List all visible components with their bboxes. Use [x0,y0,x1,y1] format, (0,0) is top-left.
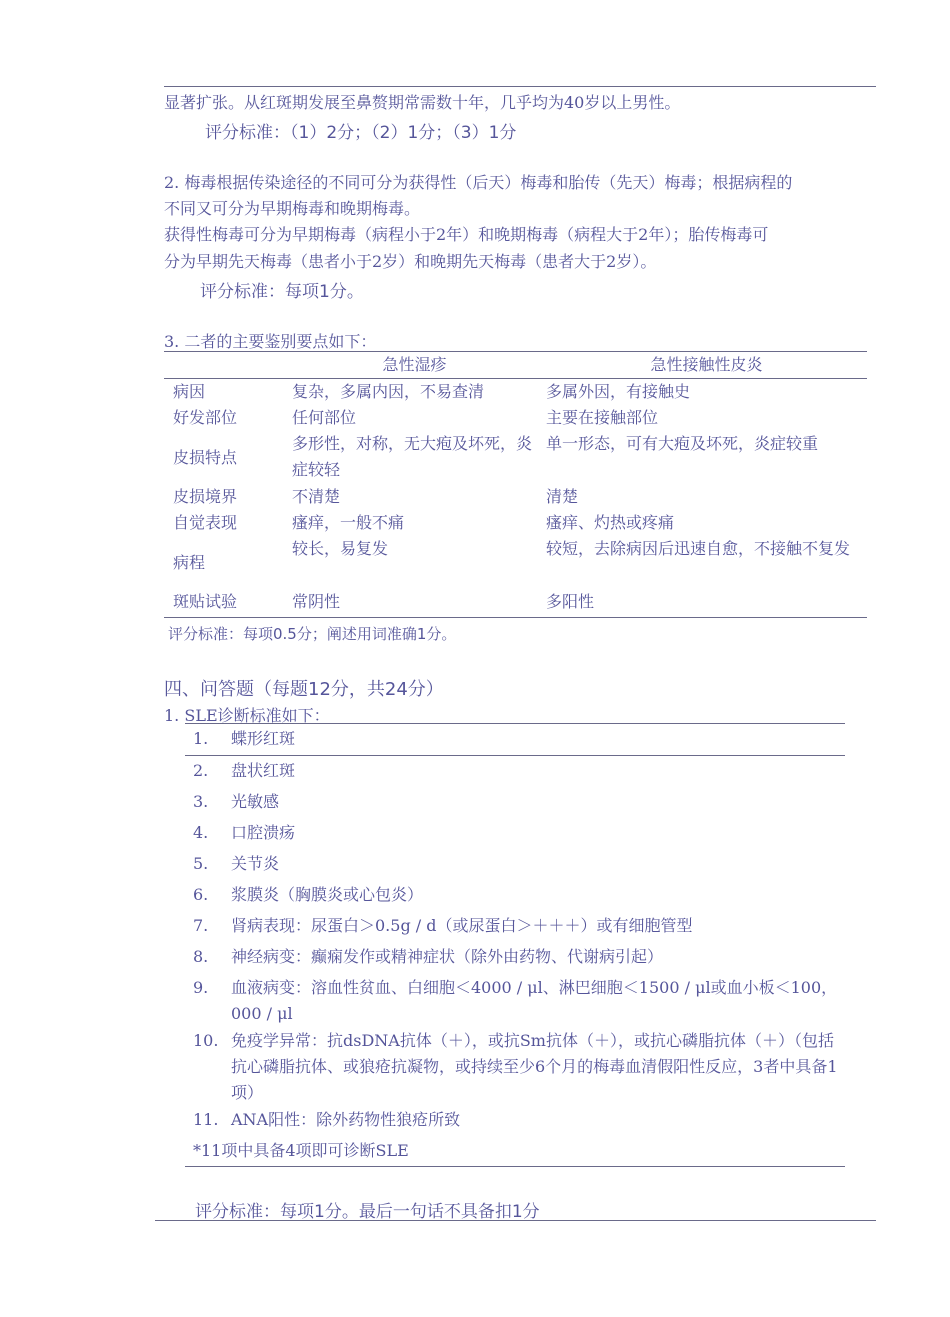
q2-line-4: 分为早期先天梅毒（患者小于2岁）和晚期先天梅毒（患者大于2岁）。 [164,252,657,271]
q3-intro: 3. 二者的主要鉴别要点如下： [164,332,377,351]
table-header-dermatitis: 急性接触性皮炎 [650,354,763,374]
table-bottom-rule [164,617,867,618]
section4-heading: 四、问答题（每题12分，共24分） [164,679,444,700]
intro-line: 显著扩张。从红斑期发展至鼻赘期常需数十年，几乎均为40岁以上男性。 [164,93,681,112]
dermatitis-cell: 清楚 [546,487,579,506]
top-rule [164,86,876,87]
item-text: 蝶形红斑 [231,729,296,748]
row-label: 皮损境界 [173,487,238,506]
list-item [185,789,845,815]
item-number: 6. [193,885,209,904]
dermatitis-cell: 瘙痒、灼热或疼痛 [546,513,675,532]
dermatitis-cell: 多属外因，有接触史 [546,381,691,401]
item-text: 血液病变：溶血性贫血、白细胞＜4000 / μl、淋巴细胞＜1500 / μl或血小板＜100，000 / μl [231,978,838,1023]
dermatitis-cell: 多阳性 [546,592,595,611]
item-number: 2. [193,761,209,780]
row-label: 斑贴试验 [173,592,238,611]
item-number: 9. [193,978,209,997]
score-sle: 评分标准：每项1分。最后一句话不具备扣1分 [195,1202,540,1222]
list-item [185,820,845,846]
item-text: 免疫学异常：抗dsDNA抗体（＋），或抗Sm抗体（＋），或抗心磷脂抗体（＋）（包括抗心磷脂抗体、或狼疮抗凝物，或持续至少6个月的梅毒血清假阳性反应，3者中具备1项） [231,1031,838,1102]
item-number: 4. [193,823,209,842]
table-row [164,431,867,484]
item-text: 口腔溃疡 [231,823,296,842]
row-label: 自觉表现 [173,513,238,532]
list-item [185,975,845,1027]
item-text: ANA阳性：除外药物性狼疮所致 [231,1110,461,1129]
footnote-text: *11项中具备4项即可诊断SLE [193,1141,409,1160]
eczema-cell: 复杂，多属内因，不易查清 [292,381,485,401]
dermatitis-cell: 主要在接触部位 [546,408,659,427]
table-row [164,378,867,405]
item-number: 8. [193,947,209,966]
table-header-row [164,351,867,378]
table-row [164,510,867,536]
q2-line-3: 获得性梅毒可分为早期梅毒（病程小于2年）和晚期梅毒（病程大于2年）；胎传梅毒可 [164,225,769,244]
table-row [164,405,867,431]
item-number: 10. [193,1031,219,1050]
item-number: 1. [193,729,209,748]
item-text: 关节炎 [231,854,280,873]
bottom-rule [155,1220,876,1221]
item-number: 11. [193,1110,219,1129]
row-label: 皮损特点 [173,447,238,467]
eczema-cell: 不清楚 [292,487,341,506]
eczema-cell: 较长，易复发 [292,539,389,558]
score-q2: 评分标准：每项1分。 [200,282,364,302]
item-number: 7. [193,916,209,935]
score-q1: 评分标准：（1）2分；（2）1分；（3）1分 [205,123,517,143]
footnote [185,1138,845,1164]
item-text: 光敏感 [231,792,280,811]
list-item [185,758,845,784]
list-item [185,913,845,939]
q2-line-2: 不同又可分为早期梅毒和晚期梅毒。 [164,199,421,218]
eczema-cell: 任何部位 [292,408,357,427]
sle-criteria-list [185,724,845,1164]
score-q3: 评分标准：每项0.5分；阐述用词准确1分。 [168,625,457,643]
list-item [185,944,845,970]
list-item [185,1028,845,1106]
dermatitis-cell: 较短，去除病因后迅速自愈，不接触不复发 [546,539,851,558]
list-item [185,851,845,877]
row-label: 病因 [173,381,206,401]
eczema-cell: 常阴性 [292,592,341,611]
table-row [164,589,867,615]
list-item [185,724,845,755]
item-text: 浆膜炎（胸膜炎或心包炎） [231,885,424,904]
table-row [164,484,867,510]
list-item [185,882,845,908]
sle-intro: 1. SLE诊断标准如下： [164,706,330,725]
eczema-cell: 瘙痒，一般不痛 [292,513,405,532]
q2-line-1: 2. 梅毒根据传染途径的不同可分为获得性（后天）梅毒和胎传（先天）梅毒；根据病程的 [164,173,793,192]
item-number: 3. [193,792,209,811]
row-label: 病程 [173,552,206,572]
comparison-table [164,351,867,615]
dermatitis-cell: 单一形态，可有大疱及坏死，炎症较重 [546,434,819,453]
table-header-eczema: 急性湿疹 [382,354,447,374]
eczema-cell: 多形性，对称，无大疱及坏死，炎症较轻 [292,434,533,479]
row-label: 好发部位 [173,408,238,427]
item-text: 肾病表现：尿蛋白＞0.5g / d（或尿蛋白＞＋＋＋）或有细胞管型 [231,916,693,935]
list-item [185,1107,845,1133]
item-text: 神经病变：癫痫发作或精神症状（除外由药物、代谢病引起） [231,947,664,966]
table-row [164,536,867,589]
table-header-empty [164,351,283,378]
item-number: 5. [193,854,209,873]
item-text: 盘状红斑 [231,761,296,780]
sle-bottom-rule [185,1166,845,1167]
